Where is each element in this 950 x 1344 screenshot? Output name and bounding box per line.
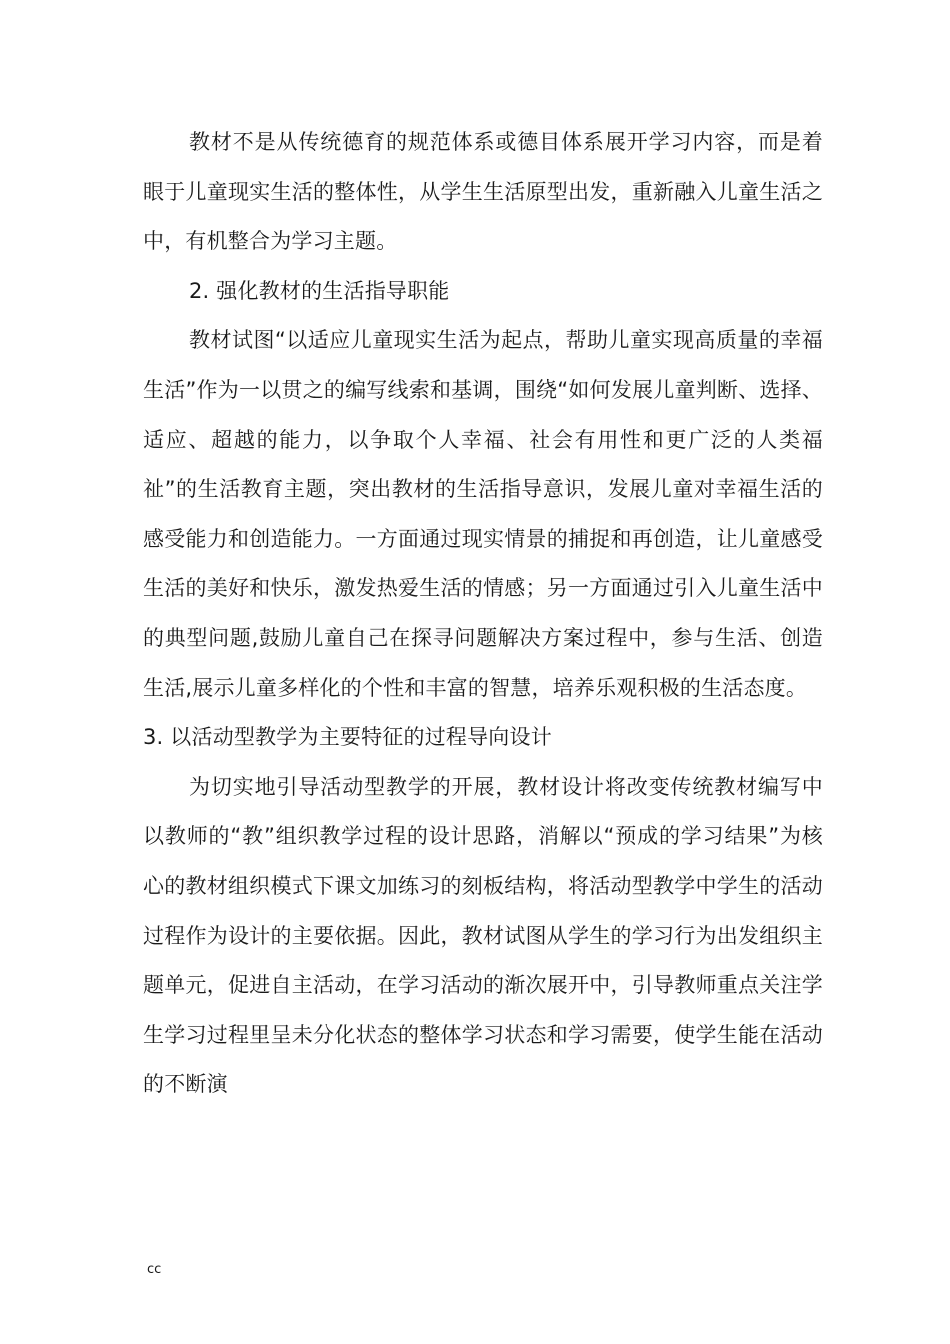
section-heading-3: 3. 以活动型教学为主要特征的过程导向设计	[143, 725, 552, 750]
paragraph-activity-design: 为切实地引导活动型教学的开展，教材设计将改变传统教材编写中以教师的“教”组织教学过程的设计思路，消解以“预成的学习结果”为核心的教材组织模式下课文加练习的刻板结构，将活动型教学中学生的活动过程作为设计的主要依据。因此，教材试图从学生的学习行为出发组织主题单元，促进自主活动，在学习活动的渐次展开中，引导教师重点关注学生学习过程里呈未分化状态的整体学习状态和学习需要，使学生能在活动的不断演	[143, 774, 823, 1097]
paragraph-intro: 教材不是从传统德育的规范体系或德目体系展开学习内容，而是着眼于儿童现实生活的整体性，从学生生活原型出发，重新融入儿童生活之中，有机整合为学习主题。	[143, 130, 823, 254]
paragraph-life-guidance: 教材试图“以适应儿童现实生活为起点，帮助儿童实现高质量的幸福生活”作为一以贯之的编写线索和基调，围绕“如何发展儿童判断、选择、适应、超越的能力，以争取个人幸福、社会有用性和更广泛的人类福祉”的生活教育主题，突出教材的生活指导意识，发展儿童对幸福生活的感受能力和创造能力。一方面通过现实情景的捕捉和再创造，让儿童感受生活的美好和快乐，激发热爱生活的情感；另一方面通过引入儿童生活中的典型问题,鼓励儿童自己在探寻问题解决方案过程中，参与生活、创造生活,展示儿童多样化的个性和丰富的智慧，培养乐观积极的生活态度。	[143, 328, 823, 700]
page-footer: cc	[147, 1262, 162, 1277]
section-heading-2: 2. 强化教材的生活指导职能	[189, 278, 450, 303]
document-body	[143, 118, 823, 1110]
